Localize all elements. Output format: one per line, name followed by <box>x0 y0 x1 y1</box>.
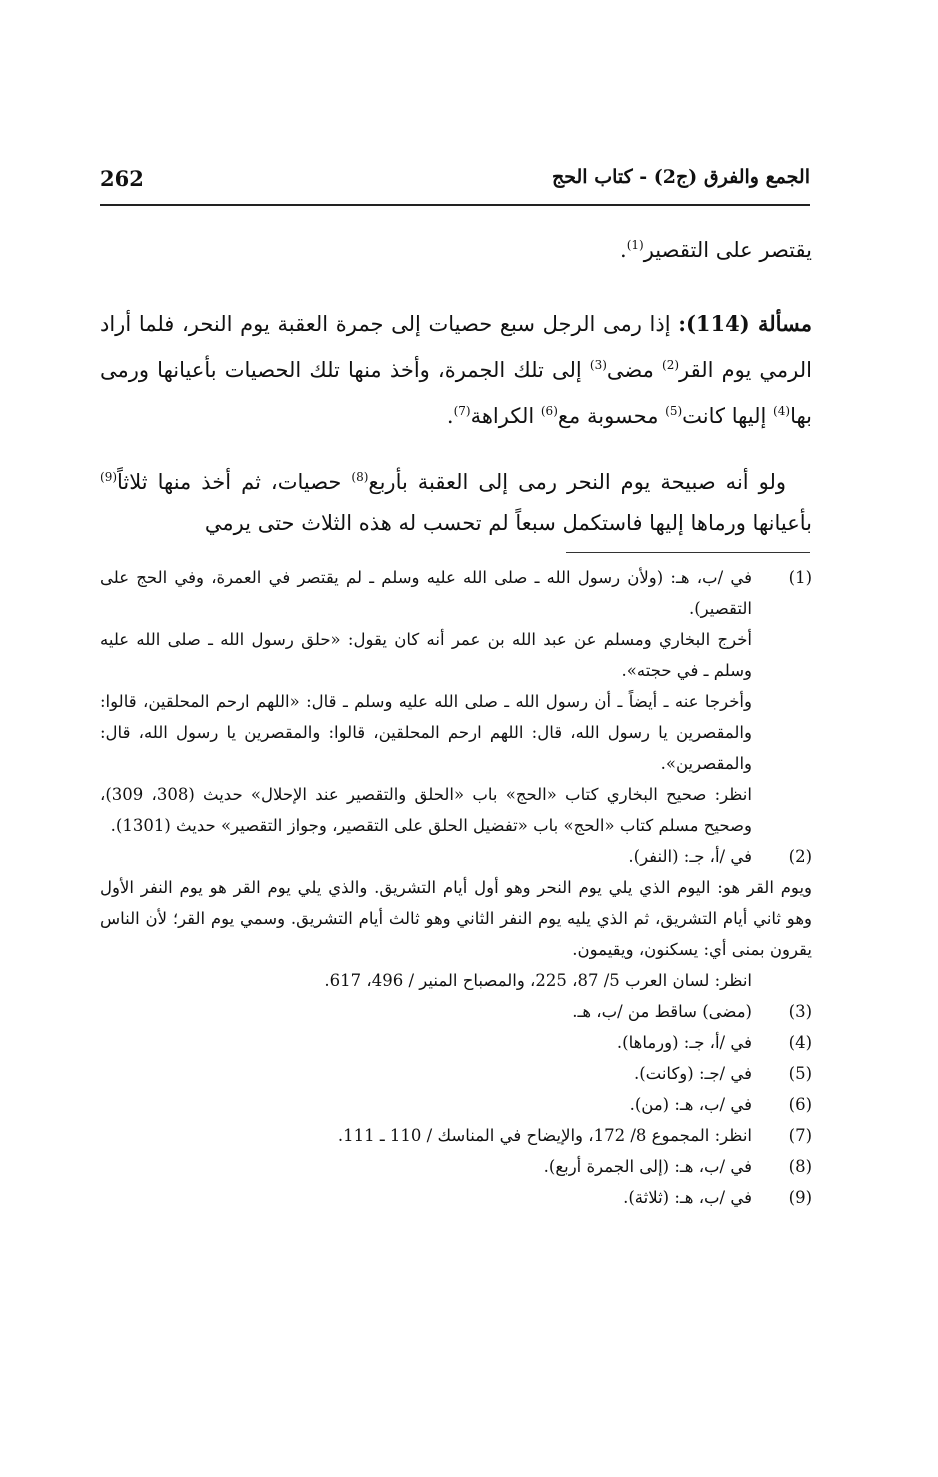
second-paragraph <box>100 457 812 544</box>
issue-text: إذا رمى الرجل سبع حصيات إلى جمرة العقبة يوم النحر، فلما أراد الرمي يوم القر <box>100 312 813 382</box>
footnote-2 <box>100 841 812 996</box>
footnote-text: في /أ، جـ: (ورماها). <box>616 1033 752 1052</box>
issue-text: الكراهة <box>470 404 541 428</box>
footnote-ref: (6) <box>540 404 558 418</box>
footnote-8 <box>100 1151 812 1182</box>
footnote-1 <box>100 562 812 841</box>
page-header <box>100 162 810 198</box>
footnote-text: (مضى) ساقط من /ب، هـ. <box>572 1002 752 1021</box>
footnote-text: ويوم القر هو: اليوم الذي يلي يوم النحر وهو أول أيام التشريق. والذي يلي يوم القر هو يوم النفر الأول وهو ثاني أيام التشريق، ثم الذي يليه يوم النفر الثاني وهو ثالث أيام التشريق. وسمي يوم القر؛ لأن الناس يقرون بمنى أي: يسكنون، ويقيمون. <box>100 878 812 959</box>
main-text <box>100 218 812 544</box>
running-title: الجمع والفرق (ج2) - كتاب الحج <box>551 166 810 188</box>
footnote-number: (5) <box>788 1064 812 1083</box>
footnotes <box>100 562 812 1213</box>
footnote-text: انظر: لسان العرب 5/ 87، 225، والمصباح المنير / 496، 617. <box>324 971 752 990</box>
footnote-separator <box>566 552 810 553</box>
footnote-text: في /ب، هـ: (من). <box>629 1095 752 1114</box>
header-rule <box>100 204 810 206</box>
continuation-text: يقتصر على التقصير <box>643 238 812 262</box>
continuation-end: . <box>620 238 627 262</box>
page-number: 262 <box>100 166 144 191</box>
footnote-number: (4) <box>788 1033 812 1052</box>
issue-label: مسألة (114): <box>678 311 812 336</box>
footnote-ref: (3) <box>589 358 607 372</box>
footnote-ref: (4) <box>773 404 791 418</box>
footnote-number: (6) <box>788 1095 812 1114</box>
footnote-text: انظر: صحيح البخاري كتاب «الحج» باب «الحلق والتقصير عند الإحلال» حديث (308، 309)، وصحيح مسلم كتاب «الحج» باب «تفضيل الحلق على التقصير، وجواز التقصير» حديث (1301). <box>100 785 752 835</box>
paragraph-text: بأعيانها ورماها إليها فاستكمل سبعاً لم تحسب له هذه الثلاث حتى يرمي <box>204 511 812 535</box>
footnote-number: (3) <box>788 1002 812 1021</box>
issue-text: . <box>446 404 454 428</box>
footnote-ref: (1) <box>626 238 644 252</box>
footnote-9 <box>100 1182 812 1213</box>
paragraph-text: حصيات، ثم أخذ منها ثلاثاً <box>117 470 352 494</box>
issue-text: إلى تلك الجمرة، وأخذ منها تلك الحصيات بأعيانها ورمى بها <box>100 358 812 428</box>
footnote-number: (2) <box>788 847 812 866</box>
footnote-ref: (5) <box>665 404 683 418</box>
continuation-line <box>100 218 812 277</box>
footnote-text: وأخرجا عنه ـ أيضاً ـ أن رسول الله ـ صلى الله عليه وسلم ـ قال: «اللهم ارحم المحلقين، قالوا: والمقصرين يا رسول الله، قال: اللهم ارحم المحلقين، قالوا: والمقصرين يا رسول الله، قال: والمقصرين». <box>100 692 752 773</box>
footnote-text: انظر: المجموع 8/ 172، والإيضاح في المناسك / 110 ـ 111. <box>337 1126 752 1145</box>
footnote-ref: (7) <box>453 404 471 418</box>
issue-text: مضى <box>606 358 662 382</box>
issue-text: إليها كانت <box>682 404 774 428</box>
paragraph-text: ولو أنه صبيحة يوم النحر رمى إلى العقبة بأربع <box>368 470 786 494</box>
footnote-number: (9) <box>788 1188 812 1207</box>
footnote-number: (1) <box>788 568 812 587</box>
footnote-ref: (2) <box>662 358 680 372</box>
footnote-number: (7) <box>788 1126 812 1145</box>
footnote-text: في /ب، هـ: (ثلاثة). <box>623 1188 752 1207</box>
footnote-text: في /أ، جـ: (النفر). <box>628 847 752 866</box>
footnote-text: أخرج البخاري ومسلم عن عبد الله بن عمر أنه كان يقول: «حلق رسول الله ـ صلى الله عليه وسلم ـ في حجته». <box>100 630 752 680</box>
footnote-text: في /ب، هـ: (إلى الجمرة أربع). <box>543 1157 752 1176</box>
footnote-3 <box>100 996 812 1027</box>
footnote-text: في /جـ: (وكانت). <box>633 1064 752 1083</box>
footnote-ref: (9) <box>100 470 118 484</box>
footnote-number: (8) <box>788 1157 812 1176</box>
issue-paragraph <box>100 303 812 437</box>
issue-text: محسوبة مع <box>557 404 666 428</box>
footnote-5 <box>100 1058 812 1089</box>
footnote-7 <box>100 1120 812 1151</box>
footnote-ref: (8) <box>351 470 369 484</box>
footnote-text: في /ب، هـ: (ولأن رسول الله ـ صلى الله عليه وسلم ـ لم يقتصر في العمرة، وفي الحج على التقصير). <box>100 568 752 618</box>
footnote-4 <box>100 1027 812 1058</box>
footnote-6 <box>100 1089 812 1120</box>
